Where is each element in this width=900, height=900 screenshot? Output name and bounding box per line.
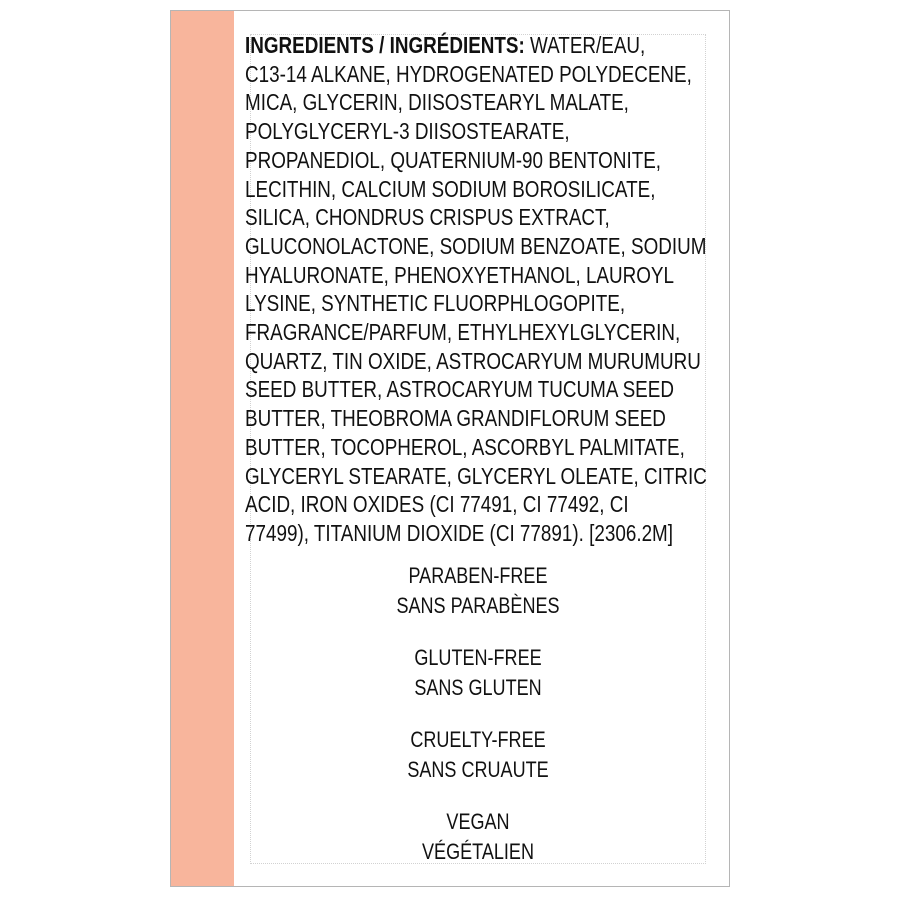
ingredients-line: HYALURONATE, PHENOXYETHANOL, LAUROYL bbox=[245, 261, 675, 288]
ingredients-line: BUTTER, TOCOPHEROL, ASCORBYL PALMITATE, bbox=[245, 433, 685, 460]
claim-french: VÉGÉTALIEN bbox=[422, 839, 534, 864]
ingredients-line: SEED BUTTER, ASTROCARYUM TUCUMA SEED bbox=[245, 376, 674, 403]
ingredients-line: POLYGLYCERYL-3 DIISOSTEARATE, bbox=[245, 118, 570, 145]
ingredients-line: C13-14 ALKANE, HYDROGENATED POLYDECENE, bbox=[245, 60, 692, 87]
claim-cruelty-free bbox=[250, 725, 706, 785]
ingredients-line: GLUCONOLACTONE, SODIUM BENZOATE, SODIUM bbox=[245, 232, 707, 259]
ingredients-list bbox=[245, 31, 707, 548]
claim-french: SANS CRUAUTE bbox=[407, 757, 549, 782]
claim-english: PARABEN-FREE bbox=[408, 563, 548, 588]
claim-paraben-free bbox=[250, 561, 706, 621]
ingredients-line: FRAGRANCE/PARFUM, ETHYLHEXYLGLYCERIN, bbox=[245, 319, 681, 346]
ingredients-line: PROPANEDIOL, QUATERNIUM-90 BENTONITE, bbox=[245, 146, 662, 173]
ingredients-line-text: WATER/EAU, bbox=[524, 32, 646, 58]
ingredients-line: ACID, IRON OXIDES (CI 77491, CI 77492, CI bbox=[245, 491, 629, 518]
product-claims bbox=[250, 561, 706, 889]
claim-gluten-free bbox=[250, 643, 706, 703]
claim-english: CRUELTY-FREE bbox=[410, 727, 546, 752]
claim-english: VEGAN bbox=[446, 809, 510, 834]
ingredients-line bbox=[245, 31, 646, 60]
claim-french: SANS GLUTEN bbox=[414, 675, 542, 700]
accent-stripe bbox=[171, 11, 234, 886]
ingredients-line: MICA, GLYCERIN, DIISOSTEARYL MALATE, bbox=[245, 89, 629, 116]
ingredients-line: LYSINE, SYNTHETIC FLUORPHLOGOPITE, bbox=[245, 290, 626, 317]
claim-vegan bbox=[250, 807, 706, 867]
ingredients-line: LECITHIN, CALCIUM SODIUM BOROSILICATE, bbox=[245, 175, 656, 202]
ingredients-heading: INGREDIENTS / INGRÉDIENTS: bbox=[245, 32, 525, 58]
ingredients-line: BUTTER, THEOBROMA GRANDIFLORUM SEED bbox=[245, 405, 666, 432]
claim-english: GLUTEN-FREE bbox=[414, 645, 542, 670]
product-label-card bbox=[170, 10, 730, 887]
claim-french: SANS PARABÈNES bbox=[396, 593, 560, 618]
ingredients-line: SILICA, CHONDRUS CRISPUS EXTRACT, bbox=[245, 204, 610, 231]
ingredients-line: 77499), TITANIUM DIOXIDE (CI 77891). [2306.2M] bbox=[245, 519, 674, 546]
ingredients-line: GLYCERYL STEARATE, GLYCERYL OLEATE, CITRIC bbox=[245, 462, 707, 489]
ingredients-line: QUARTZ, TIN OXIDE, ASTROCARYUM MURUMURU bbox=[245, 347, 701, 374]
